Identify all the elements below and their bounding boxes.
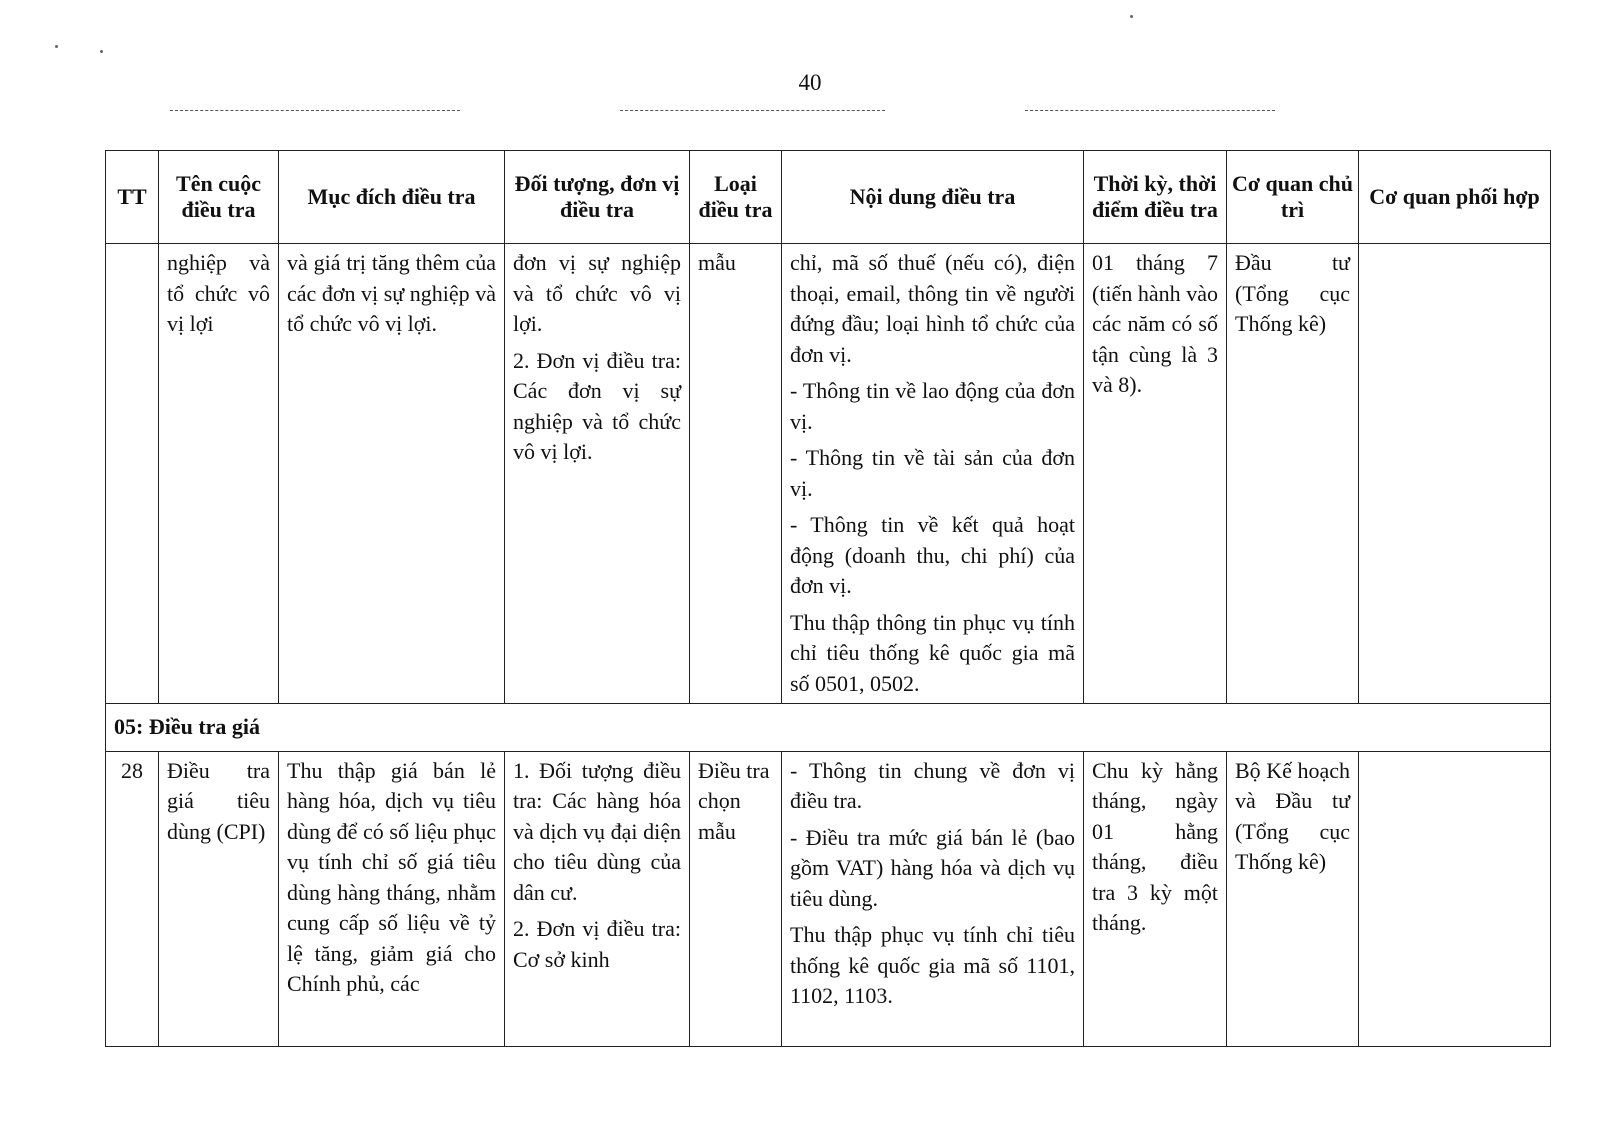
header-content: Nội dung điều tra bbox=[782, 151, 1084, 244]
header-subject: Đối tượng, đơn vị điều tra bbox=[505, 151, 690, 244]
content-paragraph: Thu thập thông tin phục vụ tính chỉ tiêu thống kê quốc gia mã số 0501, 0502. bbox=[790, 609, 1075, 696]
cell-type: Điều tra chọn mẫu bbox=[690, 751, 782, 1046]
cell-tt bbox=[106, 244, 159, 704]
header-rule bbox=[620, 110, 885, 111]
header-rule bbox=[1025, 110, 1275, 111]
content-paragraph: chỉ, mã số thuế (nếu có), điện thoại, email, thông tin về người đứng đầu; loại hình tổ chức của đơn vị. bbox=[790, 250, 1075, 367]
content-paragraph: - Thông tin chung về đơn vị điều tra. bbox=[790, 757, 1075, 813]
subject-paragraph: 2. Đơn vị điều tra: Các đơn vị sự nghiệp và tổ chức vô vị lợi. bbox=[513, 347, 681, 464]
survey-table bbox=[105, 150, 1551, 1047]
cell-content bbox=[782, 244, 1084, 704]
header-type: Loại điều tra bbox=[690, 151, 782, 244]
cell-period: 01 tháng 7 (tiến hành vào các năm có số tận cùng là 3 và 8). bbox=[1084, 244, 1227, 704]
header-rule bbox=[170, 110, 460, 111]
cell-coop bbox=[1359, 751, 1551, 1046]
table-row bbox=[106, 244, 1551, 704]
header-row bbox=[106, 151, 1551, 244]
header-period: Thời kỳ, thời điểm điều tra bbox=[1084, 151, 1227, 244]
subject-paragraph: 2. Đơn vị điều tra: Cơ sở kinh bbox=[513, 916, 681, 972]
cell-purpose: và giá trị tăng thêm của các đơn vị sự nghiệp và tổ chức vô vị lợi. bbox=[279, 244, 505, 704]
cell-subject bbox=[505, 751, 690, 1046]
content-paragraph: - Thông tin về lao động của đơn vị. bbox=[790, 378, 1075, 434]
cell-coop bbox=[1359, 244, 1551, 704]
table-row bbox=[106, 751, 1551, 1046]
scan-speck bbox=[55, 45, 58, 48]
cell-tt: 28 bbox=[106, 751, 159, 1046]
content-paragraph: - Điều tra mức giá bán lẻ (bao gồm VAT) hàng hóa và dịch vụ tiêu dùng. bbox=[790, 824, 1075, 911]
content-paragraph: - Thông tin về tài sản của đơn vị. bbox=[790, 445, 1075, 501]
subject-paragraph: 1. Đối tượng điều tra: Các hàng hóa và dịch vụ đại diện cho tiêu dùng của dân cư. bbox=[513, 757, 681, 905]
scan-speck bbox=[1130, 15, 1133, 18]
cell-subject bbox=[505, 244, 690, 704]
header-tt: TT bbox=[106, 151, 159, 244]
cell-type: mẫu bbox=[690, 244, 782, 704]
cell-name: Điều tra giá tiêu dùng (CPI) bbox=[159, 751, 279, 1046]
cell-purpose: Thu thập giá bán lẻ hàng hóa, dịch vụ tiêu dùng để có số liệu phục vụ tính chỉ số giá tiêu dùng hàng tháng, nhằm cung cấp số liệu về tỷ lệ tăng, giảm giá cho Chính phủ, các bbox=[279, 751, 505, 1046]
content-paragraph: Thu thập phục vụ tính chỉ tiêu thống kê quốc gia mã số 1101, 1102, 1103. bbox=[790, 922, 1075, 1008]
header-name: Tên cuộc điều tra bbox=[159, 151, 279, 244]
header-coop: Cơ quan phối hợp bbox=[1359, 151, 1551, 244]
cell-content bbox=[782, 751, 1084, 1046]
subject-paragraph: đơn vị sự nghiệp và tổ chức vô vị lợi. bbox=[513, 250, 681, 336]
content-paragraph: - Thông tin về kết quả hoạt động (doanh thu, chi phí) của đơn vị. bbox=[790, 512, 1075, 598]
scan-speck bbox=[100, 50, 103, 53]
section-title: 05: Điều tra giá bbox=[106, 704, 1551, 752]
cell-name: nghiệp và tổ chức vô vị lợi bbox=[159, 244, 279, 704]
header-purpose: Mục đích điều tra bbox=[279, 151, 505, 244]
cell-period: Chu kỳ hằng tháng, ngày 01 hằng tháng, điều tra 3 kỳ một tháng. bbox=[1084, 751, 1227, 1046]
section-row bbox=[106, 704, 1551, 752]
cell-lead: Bộ Kế hoạch và Đầu tư (Tổng cục Thống kê) bbox=[1227, 751, 1359, 1046]
header-lead: Cơ quan chủ trì bbox=[1227, 151, 1359, 244]
cell-lead: Đầu tư (Tổng cục Thống kê) bbox=[1227, 244, 1359, 704]
page-number: 40 bbox=[798, 70, 822, 95]
